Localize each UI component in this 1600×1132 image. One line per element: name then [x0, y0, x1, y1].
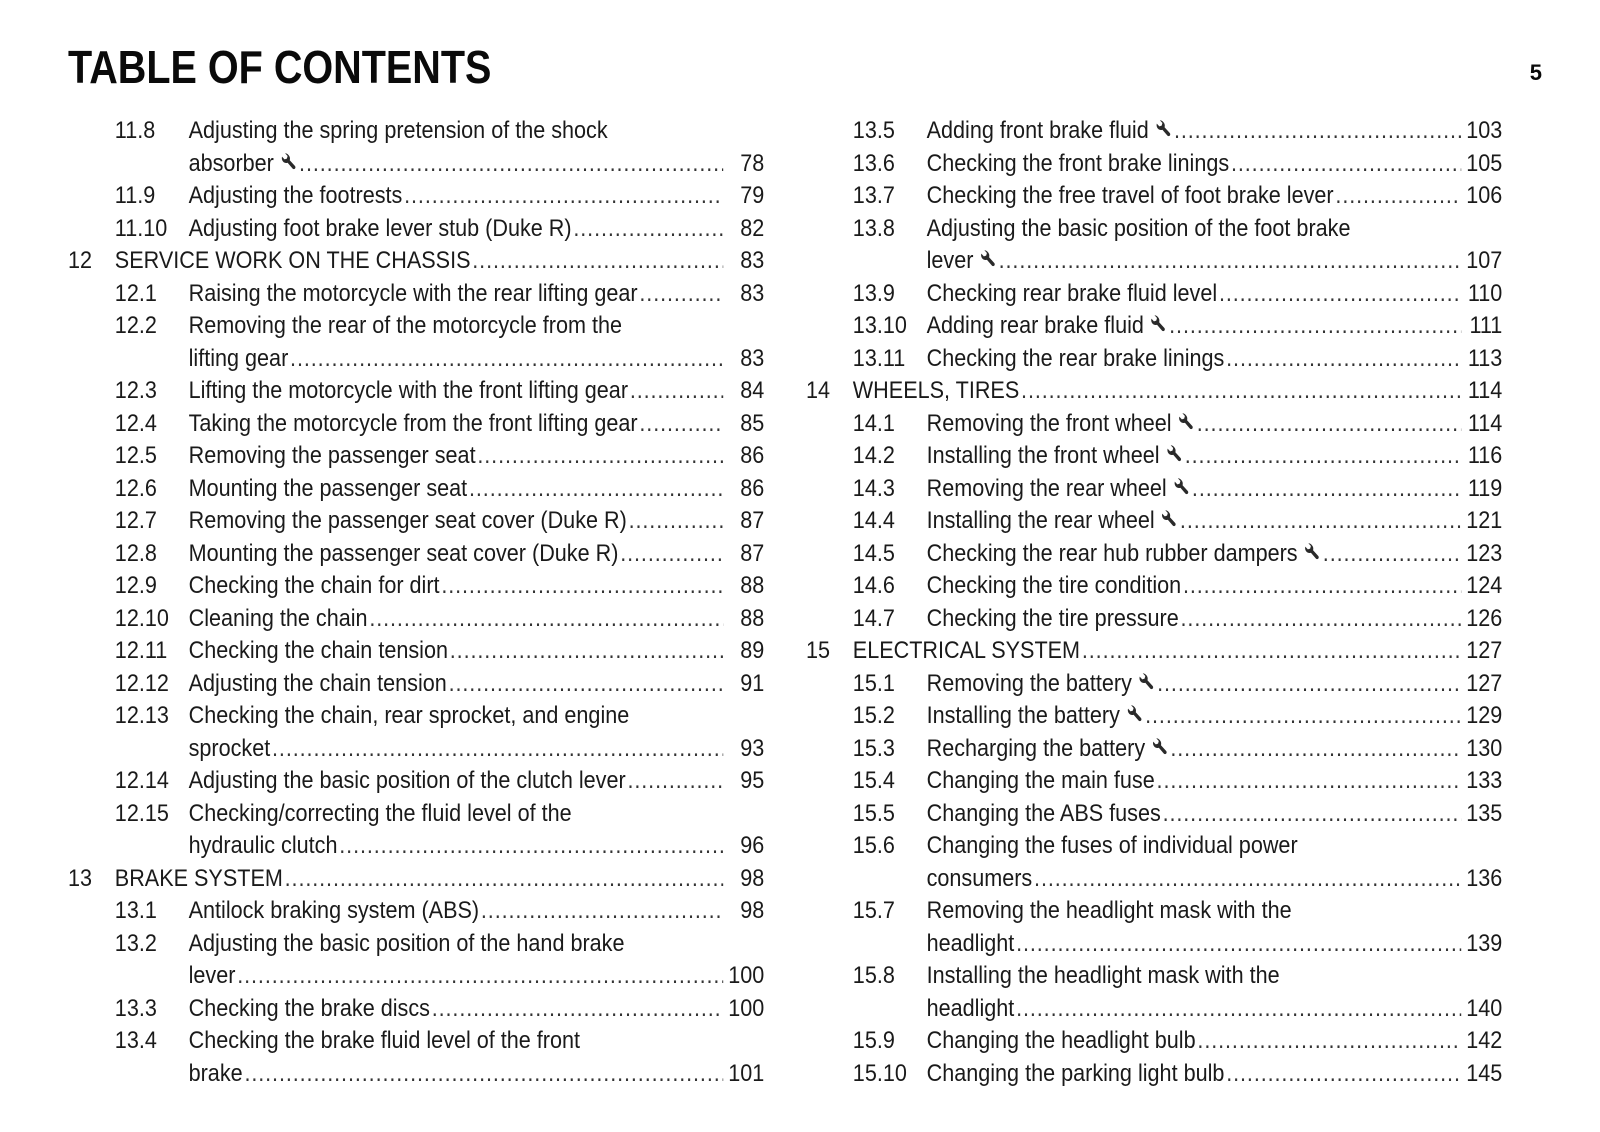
- toc-entry-title[interactable]: Mounting the passenger seat cover (Duke R): [188, 539, 619, 567]
- toc-entry-title[interactable]: sprocket: [188, 734, 271, 762]
- toc-entry-title[interactable]: absorber: [188, 149, 274, 177]
- toc-entry-title[interactable]: headlight: [926, 994, 1015, 1022]
- toc-page-number[interactable]: 88: [740, 604, 765, 632]
- dot-leader: [369, 603, 723, 636]
- toc-entry-title[interactable]: Adjusting the chain tension: [188, 669, 447, 697]
- dot-leader: [1016, 993, 1461, 1026]
- toc-section-entry[interactable]: [806, 408, 1502, 441]
- toc-entry-number: 14.4: [852, 507, 895, 534]
- toc-entry-title[interactable]: lever: [188, 962, 236, 989]
- dot-leader: [469, 473, 723, 506]
- toc-page-number[interactable]: 89: [740, 637, 765, 664]
- toc-entry-title[interactable]: Adjusting the basic position of the clutch lever: [188, 767, 626, 794]
- toc-section-entry[interactable]: [806, 310, 1502, 343]
- toc-entry-number: 15.2: [852, 702, 895, 729]
- toc-entry-number: 14.3: [852, 474, 895, 502]
- toc-page-number[interactable]: 83: [740, 279, 765, 307]
- toc-entry-number: 13.3: [114, 994, 157, 1022]
- toc-entry-title[interactable]: Checking the chain, rear sprocket, and engine: [188, 702, 630, 729]
- dot-leader: [639, 408, 722, 441]
- toc-entry-number: 15.9: [852, 1027, 895, 1054]
- toc-section-entry[interactable]: [806, 213, 1502, 278]
- toc-section-entry[interactable]: [68, 765, 764, 798]
- toc-entry-title[interactable]: Checking the brake fluid level of the front: [188, 1027, 581, 1054]
- toc-right-column: [806, 115, 1503, 1090]
- toc-section-entry[interactable]: [68, 115, 764, 180]
- toc-page-number[interactable]: 124: [1466, 572, 1503, 599]
- toc-section-entry[interactable]: [806, 570, 1502, 603]
- toc-section-entry[interactable]: [68, 993, 764, 1026]
- toc-section-entry[interactable]: [68, 570, 764, 603]
- toc-page-number[interactable]: 119: [1467, 474, 1503, 502]
- wrench-icon: [1303, 541, 1321, 561]
- toc-entry-number: 14.7: [852, 604, 895, 632]
- toc-entry-title[interactable]: Changing the main fuse: [926, 767, 1155, 794]
- dot-leader: [1185, 440, 1461, 473]
- toc-entry-number: 12.7: [114, 507, 157, 534]
- toc-entry-title[interactable]: Removing the front wheel: [926, 409, 1172, 437]
- toc-entry-number: 13.10: [852, 312, 907, 339]
- dot-leader: [1226, 343, 1461, 376]
- toc-section-entry[interactable]: [806, 960, 1502, 1025]
- toc-section-entry[interactable]: [806, 148, 1502, 181]
- toc-entry-number: 12.14: [114, 767, 169, 794]
- dot-leader: [1170, 733, 1461, 766]
- toc-page-number[interactable]: 95: [740, 767, 765, 794]
- toc-section-entry[interactable]: [68, 895, 764, 928]
- wrench-icon: [1154, 118, 1172, 138]
- dot-leader: [1163, 798, 1461, 831]
- toc-entry-number: 11.8: [114, 117, 156, 144]
- toc-page-number[interactable]: 79: [740, 182, 765, 209]
- toc-entry-number: 14.1: [852, 409, 895, 437]
- toc-entry-title[interactable]: Checking the front brake linings: [926, 149, 1230, 177]
- toc-entry-title[interactable]: Changing the fuses of individual power: [926, 832, 1298, 859]
- dot-leader: [1082, 635, 1461, 668]
- dot-leader: [1174, 115, 1461, 148]
- dot-leader: [573, 213, 723, 246]
- toc-entry-title[interactable]: Changing the headlight bulb: [926, 1027, 1196, 1054]
- toc-list-right: [806, 115, 1502, 1090]
- toc-entry-title[interactable]: Checking rear brake fluid level: [926, 279, 1218, 307]
- toc-section-entry[interactable]: [806, 830, 1502, 895]
- toc-page-number[interactable]: 91: [740, 669, 765, 697]
- toc-entry-number: 14.5: [852, 539, 895, 567]
- toc-entry-title[interactable]: Adjusting the footrests: [188, 182, 403, 209]
- toc-entry-title[interactable]: Mounting the passenger seat: [188, 474, 468, 502]
- wrench-icon: [1151, 736, 1169, 756]
- wrench-icon: [279, 151, 297, 171]
- toc-entry-number: 14.6: [852, 572, 895, 599]
- toc-section-entry[interactable]: [68, 310, 764, 375]
- toc-entry-number: 13.11: [852, 344, 906, 372]
- toc-page-number[interactable]: 145: [1466, 1059, 1503, 1087]
- dot-leader: [1034, 863, 1461, 896]
- toc-entry-number: 12.4: [114, 409, 157, 437]
- toc-entry-title[interactable]: Cleaning the chain: [188, 604, 368, 632]
- toc-entry-number: 12.13: [114, 702, 169, 729]
- toc-page-number[interactable]: 111: [1469, 312, 1503, 339]
- toc-entry-number: 12.11: [114, 637, 168, 664]
- toc-entry-number: 13.8: [852, 214, 895, 242]
- toc-entry-number: 11.10: [114, 214, 168, 242]
- toc-entry-number: 15.7: [852, 897, 895, 924]
- toc-page-number[interactable]: 103: [1466, 117, 1503, 144]
- toc-entry-title[interactable]: Taking the motorcycle from the front lifting gear: [188, 409, 638, 437]
- toc-entry-number: 15.3: [852, 734, 895, 762]
- dot-leader: [629, 505, 723, 538]
- toc-entry-title[interactable]: Raising the motorcycle with the rear lifting gear: [188, 279, 638, 307]
- toc-entry-title[interactable]: Checking the tire pressure: [926, 604, 1179, 632]
- toc-entry-title[interactable]: Installing the front wheel: [926, 442, 1160, 469]
- dot-leader: [1157, 668, 1461, 701]
- toc-entry-title[interactable]: BRAKE SYSTEM: [114, 864, 283, 892]
- toc-page-number[interactable]: 116: [1467, 442, 1503, 469]
- toc-entry-number: 12.1: [114, 279, 157, 307]
- toc-entry-title[interactable]: Removing the passenger seat: [188, 442, 476, 469]
- dot-leader: [1197, 408, 1461, 441]
- toc-entry-title[interactable]: headlight: [926, 929, 1015, 957]
- toc-page-number[interactable]: 83: [740, 247, 765, 274]
- dot-leader: [1180, 505, 1461, 538]
- toc-entry-title[interactable]: Checking/correcting the fluid level of the: [188, 799, 572, 827]
- wrench-icon: [979, 248, 997, 268]
- toc-section-entry[interactable]: [806, 440, 1502, 473]
- dot-leader: [620, 538, 723, 571]
- toc-entry-title[interactable]: Checking the rear brake linings: [926, 344, 1225, 372]
- toc-section-entry[interactable]: [806, 765, 1502, 798]
- toc-page-number[interactable]: 83: [740, 344, 765, 372]
- toc-entry-title[interactable]: Adding rear brake fluid: [926, 312, 1144, 339]
- dot-leader: [1181, 603, 1461, 636]
- dot-leader: [404, 180, 723, 213]
- toc-entry-number: 12.2: [114, 312, 157, 339]
- dot-leader: [450, 635, 723, 668]
- toc-page-number[interactable]: 87: [740, 539, 765, 567]
- toc-entry-number: 12.6: [114, 474, 157, 502]
- dot-leader: [1192, 473, 1461, 506]
- page-title: TABLE OF CONTENTS: [68, 41, 492, 93]
- toc-entry-title[interactable]: consumers: [926, 864, 1033, 892]
- toc-section-entry[interactable]: [68, 213, 764, 246]
- toc-entry-number: 13.6: [852, 149, 895, 177]
- toc-entry-number: 12.3: [114, 377, 157, 404]
- toc-entry-title[interactable]: SERVICE WORK ON THE CHASSIS: [114, 247, 471, 274]
- toc-list-left: [68, 115, 764, 1090]
- toc-section-entry[interactable]: [806, 1058, 1502, 1091]
- toc-entry-number: 12: [68, 247, 93, 274]
- dot-leader: [1219, 278, 1461, 311]
- wrench-icon: [1165, 443, 1183, 463]
- toc-entry-number: 14: [806, 377, 831, 404]
- toc-entry-number: 15.5: [852, 799, 895, 827]
- toc-entry-number: 13.4: [114, 1027, 157, 1054]
- dot-leader: [285, 863, 723, 896]
- toc-section-entry[interactable]: [806, 798, 1502, 831]
- dot-leader: [299, 148, 723, 181]
- toc-entry-title[interactable]: Checking the chain tension: [188, 637, 448, 664]
- toc-page-number[interactable]: 135: [1466, 799, 1503, 827]
- toc-page-number[interactable]: 85: [740, 409, 765, 437]
- toc-entry-title[interactable]: Adjusting the spring pretension of the shock: [188, 117, 608, 144]
- toc-page-number[interactable]: 86: [740, 442, 765, 469]
- dot-leader: [432, 993, 723, 1026]
- toc-entry-title[interactable]: Adjusting the basic position of the foot brake: [926, 214, 1351, 242]
- toc-entry-number: 15.8: [852, 962, 895, 989]
- toc-entry-title[interactable]: Checking the tire condition: [926, 572, 1182, 599]
- toc-entry-title[interactable]: Changing the ABS fuses: [926, 799, 1161, 827]
- toc-entry-number: 12.9: [114, 572, 157, 599]
- toc-page-number[interactable]: 107: [1466, 247, 1503, 274]
- toc-entry-number: 13: [68, 864, 93, 892]
- toc-page-number[interactable]: 140: [1466, 994, 1503, 1022]
- dot-leader: [1183, 570, 1461, 603]
- toc-page-number[interactable]: 87: [740, 507, 765, 534]
- dot-leader: [1157, 765, 1461, 798]
- toc-section-entry[interactable]: [68, 635, 764, 668]
- toc-section-entry[interactable]: [806, 538, 1502, 571]
- toc-page-number[interactable]: 121: [1466, 507, 1503, 534]
- toc-page-number[interactable]: 78: [740, 149, 765, 177]
- dot-leader: [272, 733, 723, 766]
- dot-leader: [1021, 375, 1461, 408]
- toc-page-number[interactable]: 113: [1467, 344, 1503, 372]
- dot-leader: [1197, 1025, 1460, 1058]
- toc-entry-title[interactable]: Removing the battery: [926, 669, 1132, 697]
- toc-section-entry[interactable]: [68, 440, 764, 473]
- toc-page-number[interactable]: 114: [1467, 409, 1503, 437]
- toc-entry-number: 15.6: [852, 832, 895, 859]
- wrench-icon: [1125, 703, 1143, 723]
- toc-entry-title[interactable]: Adjusting the basic position of the hand brake: [188, 929, 625, 957]
- toc-entry-number: 15: [806, 637, 831, 664]
- toc-entry-title[interactable]: Recharging the battery: [926, 734, 1146, 762]
- toc-entry-title[interactable]: Checking the brake discs: [188, 994, 430, 1022]
- toc-entry-title[interactable]: Changing the parking light bulb: [926, 1059, 1225, 1087]
- toc-page-number[interactable]: 136: [1466, 864, 1503, 892]
- toc-entry-title[interactable]: Installing the battery: [926, 702, 1120, 729]
- dot-leader: [1145, 700, 1461, 733]
- toc-entry-title[interactable]: WHEELS, TIRES: [852, 377, 1020, 404]
- toc-section-entry[interactable]: [806, 700, 1502, 733]
- toc-page-number[interactable]: 105: [1466, 149, 1503, 177]
- dot-leader: [627, 765, 722, 798]
- dot-leader: [449, 668, 723, 701]
- toc-section-entry[interactable]: [68, 1025, 764, 1090]
- toc-page-number[interactable]: 100: [728, 994, 765, 1022]
- toc-section-entry[interactable]: [68, 928, 764, 993]
- dot-leader: [639, 278, 722, 311]
- dot-leader: [290, 343, 723, 376]
- wrench-icon: [1177, 411, 1195, 431]
- toc-section-entry[interactable]: [68, 473, 764, 506]
- toc-entry-title[interactable]: Checking the rear hub rubber dampers: [926, 539, 1298, 567]
- toc-page-number[interactable]: 129: [1466, 702, 1503, 729]
- toc-entry-number: 15.10: [852, 1059, 907, 1087]
- toc-section-entry[interactable]: [806, 1025, 1502, 1058]
- toc-section-entry[interactable]: [68, 505, 764, 538]
- toc-page-number[interactable]: 133: [1466, 767, 1503, 794]
- toc-page-number[interactable]: 139: [1466, 929, 1503, 957]
- toc-entry-number: 15.1: [852, 669, 895, 697]
- toc-page-number[interactable]: 127: [1466, 637, 1503, 664]
- toc-section-entry[interactable]: [68, 278, 764, 311]
- toc-section-entry[interactable]: [806, 733, 1502, 766]
- wrench-icon: [1137, 671, 1155, 691]
- toc-page-number[interactable]: 126: [1466, 604, 1503, 632]
- toc-page-number[interactable]: 114: [1467, 377, 1503, 404]
- toc-section-entry[interactable]: [68, 408, 764, 441]
- toc-page-number[interactable]: 101: [728, 1059, 765, 1087]
- toc-entry-title[interactable]: Removing the passenger seat cover (Duke R): [188, 507, 627, 534]
- toc-entry-title[interactable]: brake: [188, 1059, 243, 1087]
- toc-entry-title[interactable]: Checking the chain for dirt: [188, 572, 440, 599]
- toc-entry-title[interactable]: Lifting the motorcycle with the front lifting gear: [188, 377, 629, 404]
- toc-section-entry[interactable]: [806, 343, 1502, 376]
- toc-entry-title[interactable]: ELECTRICAL SYSTEM: [852, 637, 1081, 664]
- toc-chapter-entry[interactable]: [806, 375, 1502, 408]
- toc-section-entry[interactable]: [68, 375, 764, 408]
- toc-entry-title[interactable]: Removing the headlight mask with the: [926, 897, 1292, 924]
- toc-section-entry[interactable]: [68, 603, 764, 636]
- toc-page-number[interactable]: 130: [1466, 734, 1503, 762]
- dot-leader: [1323, 538, 1461, 571]
- dot-leader: [477, 440, 723, 473]
- toc-page-number[interactable]: 96: [740, 832, 765, 859]
- dot-leader: [481, 895, 723, 928]
- toc-page-number[interactable]: 98: [740, 897, 765, 924]
- toc-left-column: [68, 115, 765, 1090]
- toc-page-number[interactable]: 88: [740, 572, 765, 599]
- toc-section-entry[interactable]: [806, 603, 1502, 636]
- toc-page-number[interactable]: 82: [740, 214, 765, 242]
- toc-page-number[interactable]: 98: [740, 864, 765, 892]
- dot-leader: [472, 245, 723, 278]
- toc-entry-number: 13.5: [852, 117, 895, 144]
- toc-entry-number: 12.8: [114, 539, 157, 567]
- toc-entry-number: 15.4: [852, 767, 895, 794]
- toc-section-entry[interactable]: [806, 473, 1502, 506]
- wrench-icon: [1160, 508, 1178, 528]
- toc-page-number[interactable]: 110: [1467, 279, 1503, 307]
- wrench-icon: [1149, 313, 1167, 333]
- toc-entry-title[interactable]: Removing the rear wheel: [926, 474, 1167, 502]
- toc-entry-number: 12.12: [114, 669, 169, 697]
- page-number: 5: [1529, 60, 1542, 85]
- toc-entry-number: 11.9: [114, 182, 156, 209]
- toc-entry-number: 13.2: [114, 929, 157, 957]
- dot-leader: [1226, 1058, 1461, 1091]
- toc-section-entry[interactable]: [806, 505, 1502, 538]
- dot-leader: [1231, 148, 1461, 181]
- dot-leader: [630, 375, 723, 408]
- toc-chapter-entry[interactable]: [806, 635, 1502, 668]
- toc-entry-number: 12.15: [114, 799, 169, 827]
- toc-page-number[interactable]: 123: [1466, 539, 1503, 567]
- toc-page-number[interactable]: 106: [1466, 182, 1503, 209]
- dot-leader: [999, 245, 1461, 278]
- toc-entry-title[interactable]: Removing the rear of the motorcycle from the: [188, 312, 622, 339]
- toc-section-entry[interactable]: [806, 668, 1502, 701]
- toc-entry-title[interactable]: hydraulic clutch: [188, 832, 338, 859]
- toc-entry-title[interactable]: Checking the free travel of foot brake lever: [926, 182, 1334, 209]
- toc-page-number[interactable]: 84: [740, 377, 765, 404]
- toc-section-entry[interactable]: [806, 180, 1502, 213]
- dot-leader: [1335, 180, 1460, 213]
- toc-entry-number: 12.10: [114, 604, 169, 632]
- toc-page-number[interactable]: 86: [740, 474, 765, 502]
- dot-leader: [237, 960, 723, 993]
- toc-section-entry[interactable]: [68, 700, 764, 765]
- dot-leader: [441, 570, 723, 603]
- toc-section-entry[interactable]: [68, 538, 764, 571]
- toc-entry-title[interactable]: Adding front brake fluid: [926, 117, 1149, 144]
- dot-leader: [1169, 310, 1461, 343]
- toc-page-number[interactable]: 100: [728, 962, 765, 989]
- dot-leader: [244, 1058, 722, 1091]
- toc-section-entry[interactable]: [806, 278, 1502, 311]
- dot-leader: [1016, 928, 1461, 961]
- toc-section-entry[interactable]: [806, 115, 1502, 148]
- toc-entry-number: 13.7: [852, 182, 895, 209]
- toc-entry-title[interactable]: Installing the headlight mask with the: [926, 962, 1280, 989]
- toc-entry-number: 14.2: [852, 442, 895, 469]
- toc-page-number[interactable]: 142: [1466, 1027, 1503, 1054]
- toc-section-entry[interactable]: [68, 668, 764, 701]
- toc-entry-title[interactable]: Antilock braking system (ABS): [188, 897, 480, 924]
- toc-entry-title[interactable]: Installing the rear wheel: [926, 507, 1155, 534]
- toc-entry-number: 13.9: [852, 279, 895, 307]
- toc-section-entry[interactable]: [806, 895, 1502, 960]
- toc-chapter-entry[interactable]: [68, 863, 764, 896]
- toc-section-entry[interactable]: [68, 180, 764, 213]
- toc-entry-number: 13.1: [114, 897, 157, 924]
- dot-leader: [339, 830, 723, 863]
- toc-entry-title[interactable]: lifting gear: [188, 344, 289, 372]
- toc-section-entry[interactable]: [68, 798, 764, 863]
- toc-page-number[interactable]: 93: [740, 734, 765, 762]
- wrench-icon: [1172, 476, 1190, 496]
- toc-entry-number: 12.5: [114, 442, 157, 469]
- toc-entry-title[interactable]: lever: [926, 247, 974, 274]
- toc-chapter-entry[interactable]: [68, 245, 764, 278]
- toc-page-number[interactable]: 127: [1466, 669, 1503, 697]
- toc-entry-title[interactable]: Adjusting foot brake lever stub (Duke R): [188, 214, 572, 242]
